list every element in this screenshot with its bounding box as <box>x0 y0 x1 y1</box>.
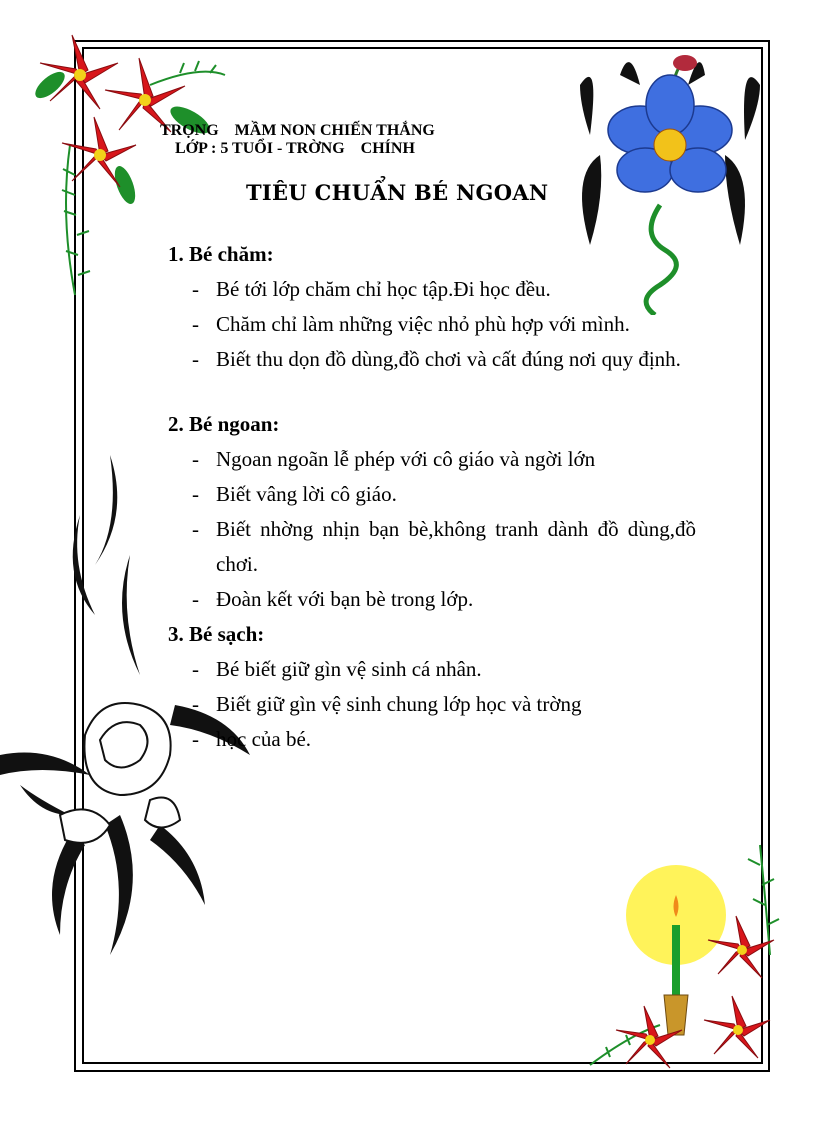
page-title: TIÊU CHUẨN BÉ NGOAN <box>246 180 549 205</box>
section-be-ngoan <box>168 406 708 617</box>
section-heading: 2. Bé ngoan: <box>168 412 280 436</box>
section-be-sach <box>168 616 708 757</box>
list-item: - Bé tới lớp chăm chỉ học tập.Đi học đều. <box>192 277 551 301</box>
list-item: - Biết thu dọn đồ dùng,đồ chơi và cất đúng nơi quy định. <box>192 347 681 371</box>
candle-poinsettia-decoration <box>570 835 810 1075</box>
list-item: - Chăm chỉ làm những việc nhỏ phù hợp với mình. <box>192 312 630 336</box>
list-item: - Bé biết giữ gìn vệ sinh cá nhân. <box>192 657 482 681</box>
list-item: - Biết nhờng nhịn bạn bè,không tranh dành đồ dùng,đồ chơi. <box>192 517 696 576</box>
section-heading: 3. Bé sạch: <box>168 622 265 646</box>
list-item: - Đoàn kết với bạn bè trong lớp. <box>192 587 474 611</box>
class-info: LỚP : 5 TUỔI - TRỜNG CHÍNH <box>175 140 415 157</box>
section-heading: 1. Bé chăm: <box>168 242 274 266</box>
list-item: - Biết giữ gìn vệ sinh chung lớp học và trờng <box>192 692 582 716</box>
section-be-cham <box>168 236 708 377</box>
list-item: - Biết vâng lời cô giáo. <box>192 482 397 506</box>
school-name: TRỌNG MẦM NON CHIẾN THẮNG <box>160 122 435 139</box>
list-item: - học của bé. <box>192 727 312 751</box>
list-item: - Ngoan ngoãn lễ phép với cô giáo và ngời lớn <box>192 447 596 471</box>
